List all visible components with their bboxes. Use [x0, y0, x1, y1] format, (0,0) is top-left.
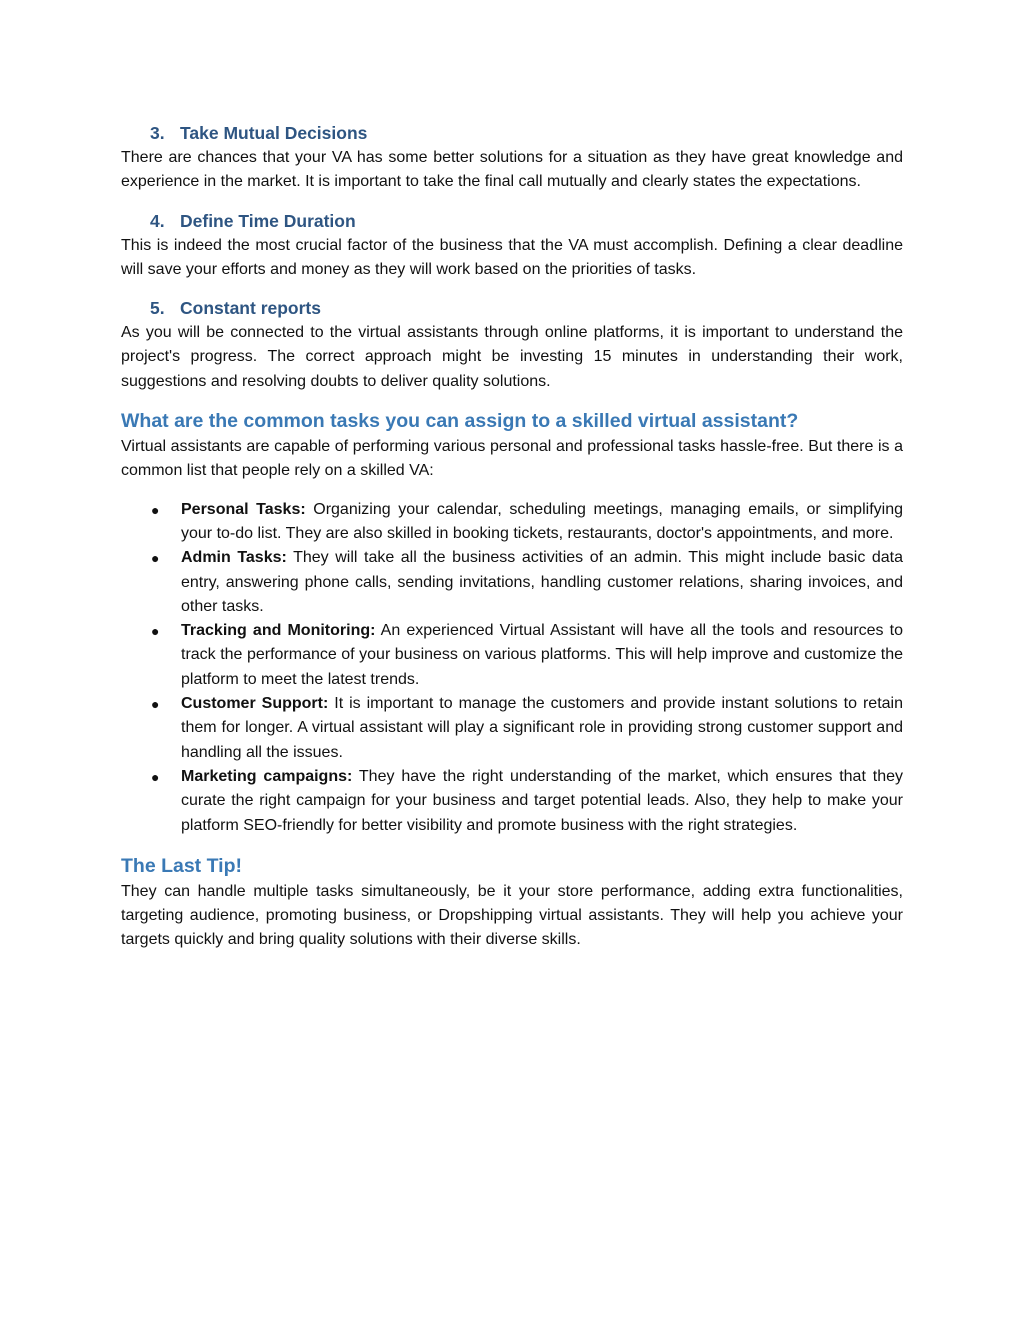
list-item — [121, 498, 903, 547]
tasks-list — [121, 498, 903, 838]
section-title: Define Time Duration — [180, 210, 356, 231]
bullet-icon: ● — [151, 623, 160, 640]
document-page — [121, 120, 903, 953]
section-heading-define-time-duration — [121, 208, 903, 234]
section-heading-take-mutual-decisions — [121, 120, 903, 146]
list-item-text: They will take all the business activities of an admin. This might include basic data entry, answering phone calls, sending invitations, handling customer relations, sharing invoices, and other tasks. — [181, 549, 904, 615]
section-body-define-time-duration: This is indeed the most crucial factor of the business that the VA must accomplish. Defining a clear deadline will save your efforts and money as they will work based on the priorities of tasks. — [121, 236, 903, 278]
section-number: 4. — [150, 210, 165, 231]
section-body-constant-reports: As you will be connected to the virtual assistants through online platforms, it is important to understand the project's progress. The correct approach might be investing 15 minutes in understanding their work, suggestions and resolving doubts to deliver quality solutions. — [121, 324, 903, 390]
bullet-icon: ● — [151, 768, 160, 785]
bullet-icon: ● — [151, 501, 160, 518]
list-item-text: They have the right understanding of the market, which ensures that they curate the right campaign for your business and target potential leads. Also, they help to make your platform SEO-friendly for better visibility and promote business with the right strategies. — [181, 767, 903, 834]
list-item-text: Organizing your calendar, scheduling meetings, managing emails, or simplifying your to-do list. They are also skilled in booking tickets, restaurants, doctor's appointments, and more. — [181, 500, 903, 542]
list-item — [121, 692, 903, 765]
list-item-label: Personal Tasks: — [181, 500, 306, 518]
section-number: 5. — [150, 298, 165, 319]
last-tip-heading: The Last Tip! — [121, 854, 242, 877]
list-item — [121, 619, 903, 692]
list-item-label: Marketing campaigns: — [181, 767, 353, 785]
bullet-icon: ● — [151, 696, 160, 713]
tasks-heading: What are the common tasks you can assign to a skilled virtual assistant? — [121, 410, 799, 433]
list-item-label: Tracking and Monitoring: — [181, 622, 376, 640]
section-body-take-mutual-decisions: There are chances that your VA has some better solutions for a situation as they have great knowledge and experience in the market. It is important to take the final call mutually and clearly states the expectations. — [121, 149, 903, 191]
list-item — [121, 765, 903, 838]
tasks-intro: Virtual assistants are capable of performing various personal and professional tasks hassle-free. But there is a common list that people rely on a skilled VA: — [121, 438, 903, 480]
section-number: 3. — [150, 123, 165, 143]
list-item — [121, 546, 903, 619]
list-item-text: It is important to manage the customers and provide instant solutions to retain them for longer. A virtual assistant will play a significant role in providing strong customer support and handling all the issues. — [181, 695, 903, 761]
last-tip-body: They can handle multiple tasks simultaneously, be it your store performance, adding extra functionalities, targeting audience, promoting business, or Dropshipping virtual assistants. They will help you achieve your targets quickly and bring quality solutions with their diverse skills. — [121, 882, 903, 949]
list-item-text: An experienced Virtual Assistant will have all the tools and resources to track the performance of your business on various platforms. This will help improve and customize the platform to meet the latest trends. — [181, 622, 904, 688]
section-heading-constant-reports — [121, 295, 903, 321]
section-title: Take Mutual Decisions — [180, 123, 368, 143]
bullet-icon: ● — [151, 550, 160, 567]
list-item-label: Admin Tasks: — [181, 549, 287, 567]
section-title: Constant reports — [180, 298, 321, 319]
list-item-label: Customer Support: — [181, 695, 329, 713]
